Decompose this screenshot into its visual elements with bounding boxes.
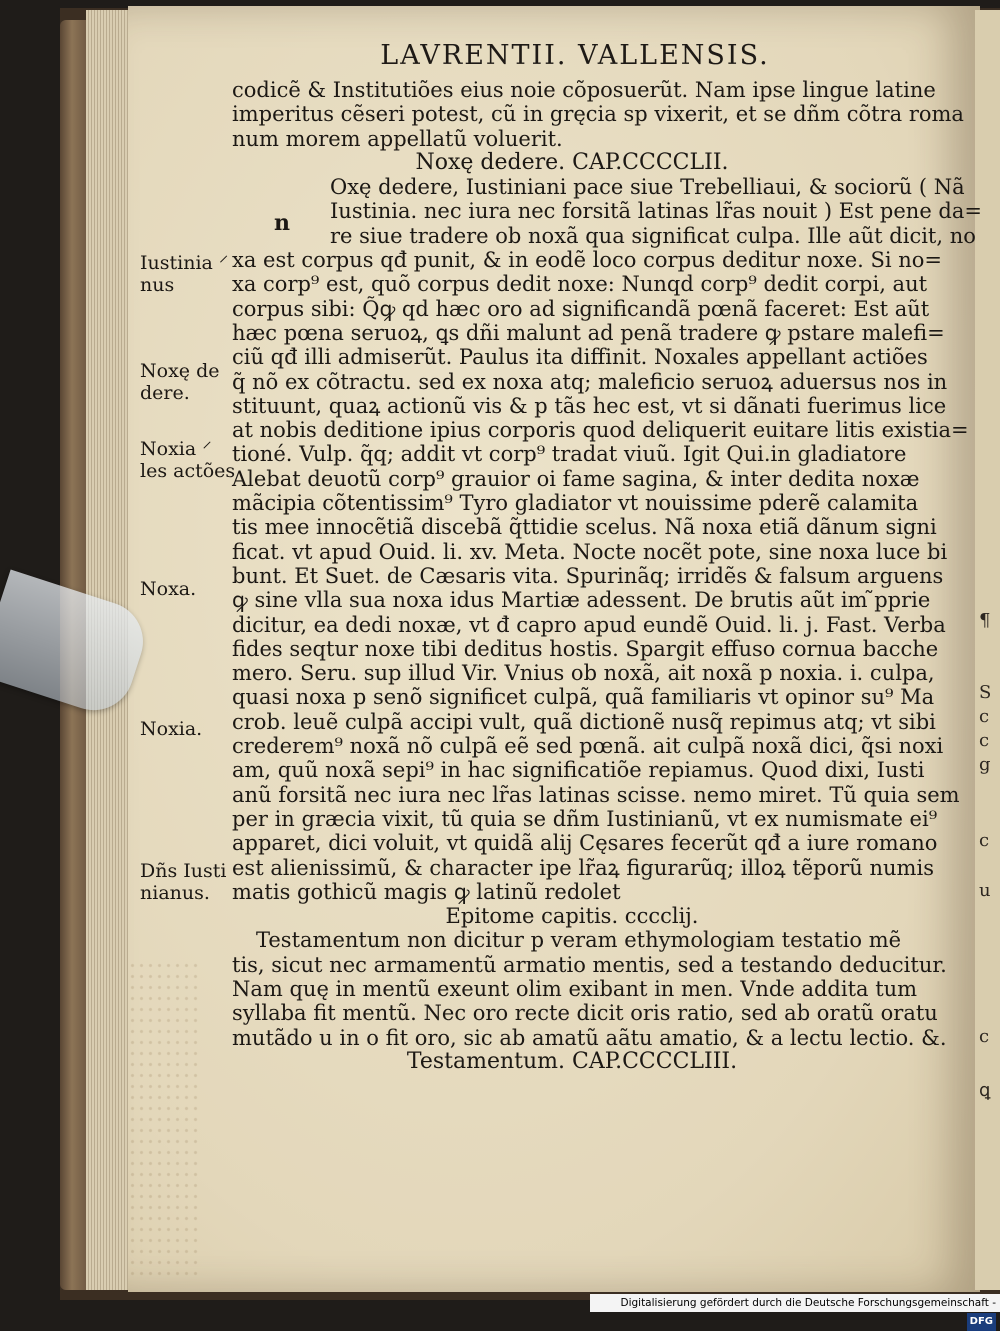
margin-note bbox=[140, 360, 219, 404]
margin-note bbox=[140, 578, 196, 600]
body-line: re siue tradere ob noxã qua significat culpa. Ille aũt dicit, no bbox=[330, 223, 976, 248]
body-line: corpus sibi: Q̃ꝙ qd hæc oro ad significandã pœnã faceret: Est aũt bbox=[232, 296, 930, 321]
body-line: num morem appellatũ voluerit. bbox=[232, 126, 563, 151]
body-line: mutãdo u in o fit oro, sic ab amatũ aãtu amatio, & a lectu lectio. &. bbox=[232, 1025, 947, 1050]
body-line: Oxę dedere, Iustiniani pace siue Trebelliaui, & sociorũ ( Nã bbox=[330, 175, 965, 200]
body-line: q̃ nõ ex cõtractu. sed ex noxa atq; maleficio seruoꝝ aduersus nos in bbox=[232, 369, 948, 394]
margin-note-line: Noxa. bbox=[140, 578, 197, 600]
dfg-logo: DFG bbox=[967, 1313, 996, 1331]
body-line: mãcipia cõtentissim⁹ Tyro gladiator vt nouissime pderẽ calamita bbox=[232, 491, 919, 516]
body-line: tis mee innocẽtiã discebã q̃ttidie scelus. Nã noxa etiã dãnum signi bbox=[232, 515, 937, 540]
next-page-fragment: c bbox=[979, 706, 990, 727]
margin-note-line: Noxia. bbox=[140, 718, 203, 740]
next-page-fragment: c bbox=[979, 1026, 990, 1047]
body-line: mero. Seru. sup illud Vir. Vnius ob noxã, ait noxã p noxia. i. culpa, bbox=[232, 661, 935, 686]
main-text-block bbox=[232, 78, 982, 1074]
body-line: Testamentum non dicitur p veram ethymologiam testatio mẽ bbox=[256, 928, 902, 953]
body-line: crederem⁹ noxã nõ culpã eẽ sed pœnã. ait culpã noxã dici, q̃si noxi bbox=[232, 734, 944, 759]
margin-note bbox=[140, 860, 226, 904]
body-line: stituunt, quaꝝ actionũ vis & p tãs hec est, vt si dãnati fuerimus lice bbox=[232, 393, 947, 418]
body-line: bunt. Et Suet. de Cæsaris vita. Spurinãq; irridẽs & falsum arguens bbox=[232, 563, 944, 588]
digitization-credit-text: Digitalisierung gefördert durch die Deutsche Forschungsgemeinschaft - bbox=[620, 1297, 996, 1309]
body-line: est alienissimũ, & character ipe lr̃aꝝ figurarũq; illoꝝ tẽporũ numis bbox=[232, 855, 934, 880]
body-line: am, quũ noxã sepi⁹ in hac significatiõe repiamus. Quod dixi, Iusti bbox=[232, 758, 925, 783]
next-page-fragment: c bbox=[979, 830, 990, 851]
body-line: xa est corpus qđ punit, & in eodẽ loco corpus deditur noxe. Si no= bbox=[232, 248, 943, 273]
margin-note-line: nus bbox=[140, 274, 175, 296]
body-line: matis gothicũ magis ꝙ latinũ redolet bbox=[232, 879, 621, 904]
body-line: ꝙ sine vlla sua noxa idus Martiæ adessent. De brutis aũt im ̃pprie bbox=[232, 588, 931, 613]
body-line: quasi noxa p senõ significet culpã, quã familiaris vt opinor su⁹ Ma bbox=[232, 685, 935, 710]
margin-note-line: dere. bbox=[140, 382, 190, 404]
body-line: imperitus cẽseri potest, cũ in gręcia sp vixerit, et se dñm cõtra roma bbox=[232, 102, 964, 127]
margin-note bbox=[140, 252, 228, 296]
body-line: tis, sicut nec armamentũ armatio mentis, sed a testando deducitur. bbox=[232, 952, 947, 977]
body-line: dicitur, ea dedi noxæ, vt đ capro apud eundẽ Ouid. li. j. Fast. Verba bbox=[232, 612, 946, 637]
body-line: anũ forsitã nec iura nec lr̃as latinas scisse. nemo miret. Tũ quia sem bbox=[232, 782, 960, 807]
margin-note bbox=[140, 438, 235, 482]
body-line: apparet, dici voluit, vt quidã alij Cęsares fecerũt qđ a iure romano bbox=[232, 831, 938, 856]
body-line: Nam quę in mentũ exeunt olim exibant in men. Vnde addita tum bbox=[232, 976, 918, 1001]
body-line: syllaba fit mentũ. Nec oro recte dicit oris ratio, sed ab oratũ oratu bbox=[232, 1001, 938, 1026]
next-page-fragment: u bbox=[979, 880, 991, 901]
drop-initial-guide-letter: n bbox=[274, 210, 290, 236]
digitization-credit-bar bbox=[590, 1294, 1000, 1327]
body-line: tioné. Vulp. q̃q; addit vt corp⁹ tradat viuũ. Igit Qui.in gladiatore bbox=[232, 442, 907, 467]
next-page-fragment: c bbox=[979, 730, 990, 751]
next-page-fragment: ꝗ bbox=[979, 1080, 991, 1101]
body-line: fides seqtur noxe tibi deditus hostis. Spargit effuso cornua bacche bbox=[232, 636, 939, 661]
body-line: Testamentum. CAP.CCCCLIII. bbox=[406, 1048, 738, 1074]
body-line: at nobis deditione ipius corporis quod deliquerit euitare litis existia= bbox=[232, 418, 969, 443]
body-line: Noxę dedere. CAP.CCCCLII. bbox=[415, 149, 729, 175]
next-page-fragment: S bbox=[979, 682, 992, 703]
margin-note-line: les actões bbox=[140, 460, 236, 482]
margin-note-line: Noxia ⸍ bbox=[140, 438, 212, 460]
body-line: Epitome capitis. cccclij. bbox=[445, 904, 699, 929]
page-foxing-stain bbox=[128, 960, 198, 1280]
body-line: xa corp⁹ est, quõ corpus dedit noxe: Nunqd corp⁹ dedit corpi, aut bbox=[232, 272, 928, 297]
body-line: ciũ qđ illi admiserũt. Paulus ita diffinit. Noxales appellant actiões bbox=[232, 345, 928, 370]
body-line: Alebat deuotũ corp⁹ grauior oi fame sagina, & inter dedita noxæ bbox=[232, 466, 920, 491]
running-head: LAVRENTII. VALLENSIS. bbox=[380, 40, 770, 71]
margin-note bbox=[140, 718, 202, 740]
margin-note-line: Noxę de bbox=[140, 360, 220, 382]
margin-note-line: Dñs Iusti bbox=[140, 860, 227, 882]
body-line: codicẽ & Institutiões eius noie cõposuerũt. Nam ipse lingue latine bbox=[232, 78, 936, 102]
next-page-fragment: ¶ bbox=[979, 610, 991, 631]
body-line: ficat. vt apud Ouid. li. xv. Meta. Nocte nocẽt pote, sine noxa luce bi bbox=[232, 539, 948, 564]
body-line: Iustinia. nec iura nec forsitã latinas lr̃as nouit ) Est pene da= bbox=[330, 199, 982, 224]
next-page-fragment: g bbox=[979, 754, 991, 775]
body-line: hæc pœna seruoꝝ, ꝗs dñi malunt ad penã tradere ꝙ pstare malefi= bbox=[232, 320, 945, 345]
body-line: per in græcia vixit, tũ quia se dñm Iustinianũ, vt ex numismate ei⁹ bbox=[232, 806, 938, 831]
margin-note-line: nianus. bbox=[140, 882, 210, 904]
body-line: crob. leuẽ culpã accipi vult, quã dictionẽ nusq̃ repimus atq; vt sibi bbox=[232, 709, 936, 734]
margin-note-line: Iustinia ⸍ bbox=[140, 252, 229, 274]
